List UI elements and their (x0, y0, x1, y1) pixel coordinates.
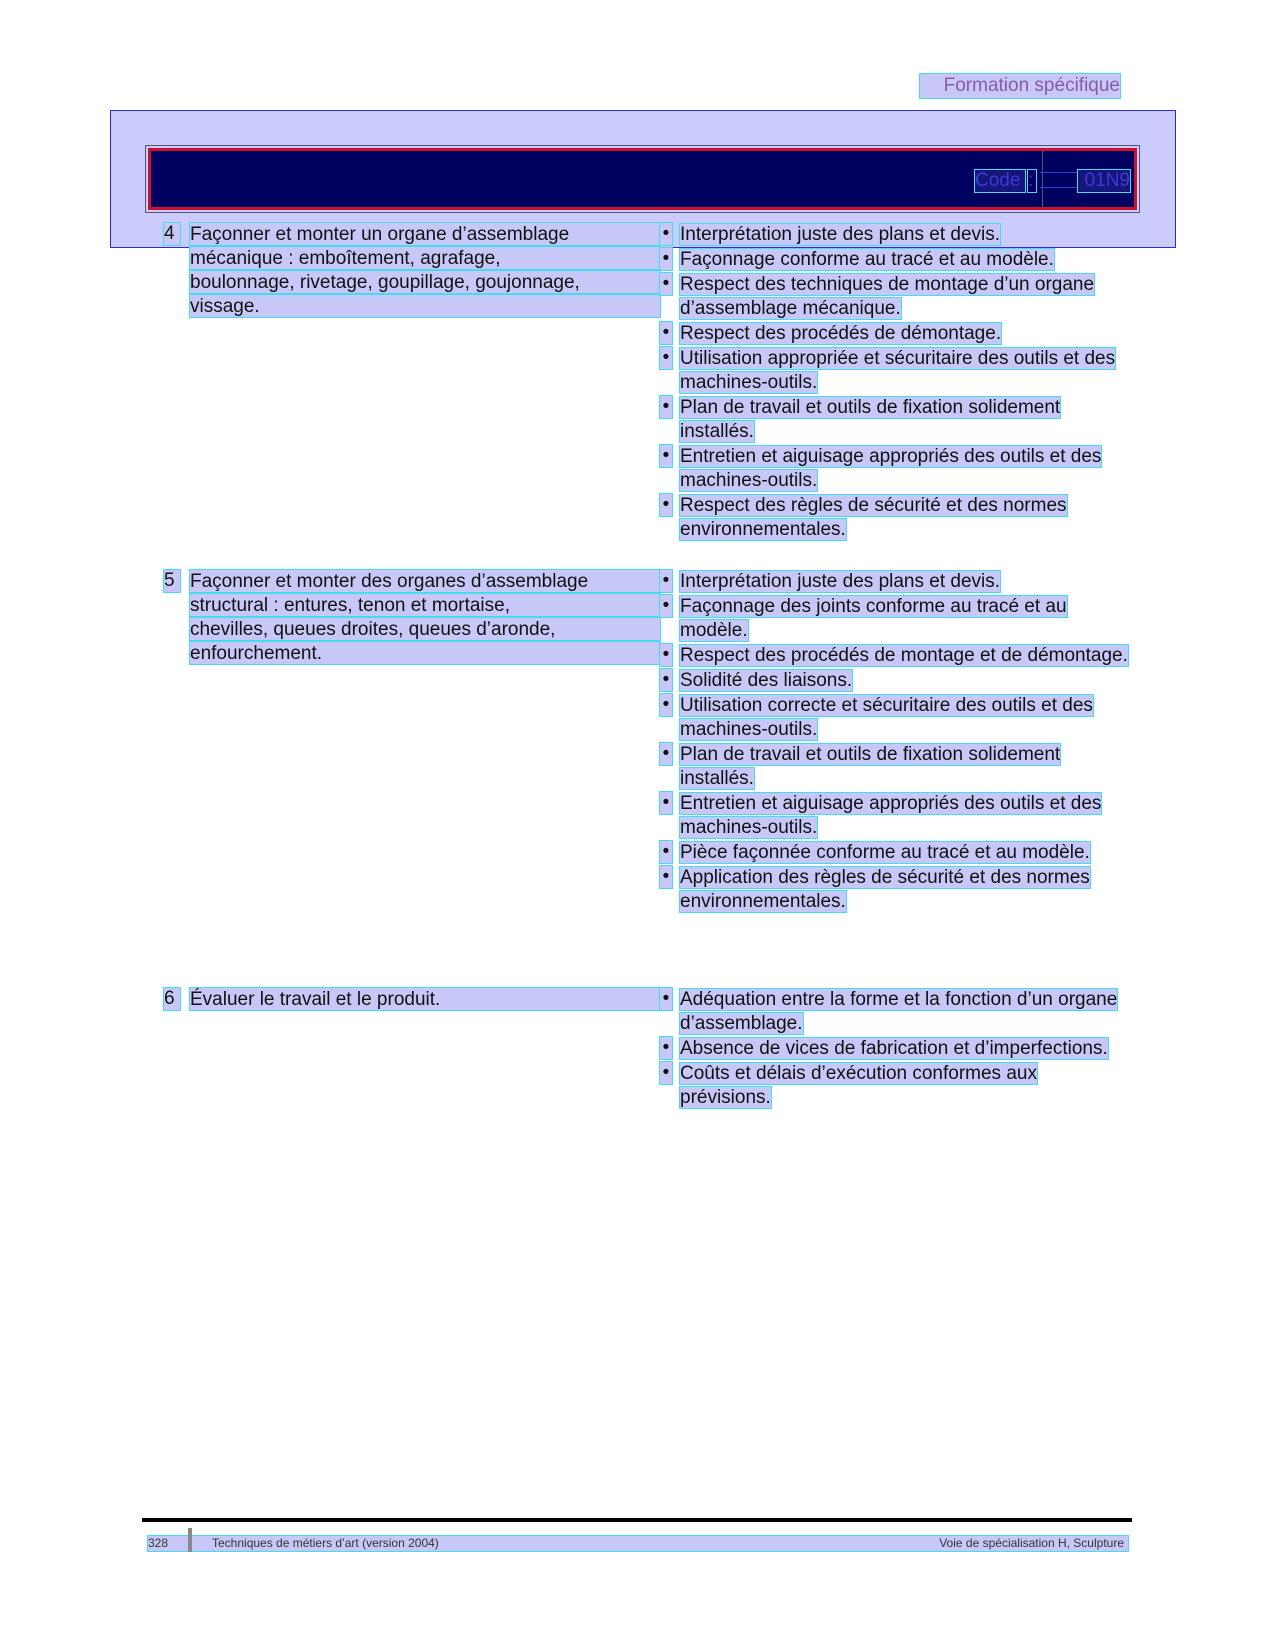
criterion-text: Pièce façonnée conforme au tracé et au modèle. (680, 842, 1090, 863)
bullet-icon: • (660, 644, 672, 666)
criterion-text: Solidité des liaisons. (680, 670, 853, 691)
criterion-item (660, 1037, 1130, 1061)
bullet-icon: • (660, 669, 672, 691)
element-line: Façonner et monter des organes d’assemblage (190, 570, 660, 592)
criterion-text: Absence de vices de fabrication et d’imperfections. (680, 1038, 1108, 1059)
bullet-icon: • (660, 841, 672, 863)
element-line: enfourchement. (190, 642, 660, 664)
criterion-text: Utilisation correcte et sécuritaire des outils et des machines-outils. (680, 695, 1093, 740)
element-of-competency (190, 570, 660, 666)
element-of-competency (190, 988, 660, 1012)
criterion-text: Utilisation appropriée et sécuritaire des outils et des machines-outils. (680, 348, 1116, 393)
criterion-item (660, 273, 1130, 321)
criterion-text: Façonnage des joints conforme au tracé et au modèle. (680, 596, 1067, 641)
bullet-icon: • (660, 1062, 672, 1084)
running-head: Formation spécifique (920, 74, 1120, 98)
criterion-item (660, 1062, 1130, 1110)
criterion-item (660, 494, 1130, 542)
code-label: Code (975, 170, 1025, 192)
element-of-competency (190, 223, 660, 319)
bullet-icon: • (660, 248, 672, 270)
performance-criteria-list (660, 223, 1130, 543)
element-line: mécanique : emboîtement, agrafage, (190, 247, 660, 269)
section-label: Voie de spécialisation H, Sculpture (939, 1536, 1124, 1550)
element-line: structural : entures, tenon et mortaise, (190, 594, 660, 616)
criterion-item (660, 570, 1130, 594)
criterion-item (660, 347, 1130, 395)
element-line: chevilles, queues droites, queues d’aronde, (190, 618, 660, 640)
bullet-icon: • (660, 494, 672, 516)
criterion-item (660, 223, 1130, 247)
performance-criteria-list (660, 988, 1130, 1111)
criterion-text: Entretien et aiguisage appropriés des outils et des machines-outils. (680, 793, 1102, 838)
page-footer (148, 1536, 1128, 1551)
bullet-icon: • (660, 988, 672, 1010)
row-number: 4 (164, 223, 180, 245)
criterion-item (660, 743, 1130, 791)
criterion-text: Coûts et délais d’exécution conformes aux prévisions. (680, 1063, 1037, 1108)
row-number: 5 (164, 570, 180, 592)
bullet-icon: • (660, 743, 672, 765)
criterion-text: Plan de travail et outils de fixation solidement installés. (680, 397, 1061, 442)
element-line: boulonnage, rivetage, goupillage, goujonnage, (190, 271, 660, 293)
footer-rule (142, 1518, 1132, 1522)
criterion-text: Adéquation entre la forme et la fonction d’un organe d’assemblage. (680, 989, 1118, 1034)
bullet-icon: • (660, 792, 672, 814)
bullet-icon: • (660, 273, 672, 295)
criterion-text: Plan de travail et outils de fixation solidement installés. (680, 744, 1061, 789)
performance-criteria-list (660, 570, 1130, 915)
criterion-item (660, 694, 1130, 742)
footer-divider (188, 1528, 192, 1552)
criterion-item (660, 322, 1130, 346)
bullet-icon: • (660, 223, 672, 245)
page-number: 328 (148, 1536, 169, 1550)
bullet-icon: • (660, 347, 672, 369)
code-value: 01N9 (1078, 170, 1130, 192)
element-line: vissage. (190, 295, 660, 317)
bullet-icon: • (660, 595, 672, 617)
document-title: Techniques de métiers d’art (version 2004) (212, 1536, 439, 1550)
criterion-item (660, 988, 1130, 1036)
criterion-item (660, 595, 1130, 643)
criterion-text: Entretien et aiguisage appropriés des outils et des machines-outils. (680, 446, 1102, 491)
criterion-item (660, 445, 1130, 493)
bullet-icon: • (660, 396, 672, 418)
bullet-icon: • (660, 322, 672, 344)
bullet-icon: • (660, 570, 672, 592)
criterion-text: Interprétation juste des plans et devis. (680, 224, 1001, 245)
criterion-item (660, 669, 1130, 693)
criterion-text: Respect des règles de sécurité et des normes environnementales. (680, 495, 1067, 540)
criterion-text: Respect des procédés de démontage. (680, 323, 1002, 344)
criterion-item (660, 866, 1130, 914)
criterion-text: Respect des procédés de montage et de démontage. (680, 645, 1128, 666)
criterion-text: Façonnage conforme au tracé et au modèle. (680, 249, 1054, 270)
criterion-item (660, 248, 1130, 272)
bullet-icon: • (660, 1037, 672, 1059)
criterion-item (660, 644, 1130, 668)
code-colon: : (1028, 170, 1036, 192)
criterion-item (660, 841, 1130, 865)
criterion-item (660, 792, 1130, 840)
criterion-text: Respect des techniques de montage d’un organe d’assemblage mécanique. (680, 274, 1095, 319)
criterion-item (660, 396, 1130, 444)
criterion-text: Interprétation juste des plans et devis. (680, 571, 1001, 592)
bullet-icon: • (660, 694, 672, 716)
element-line: Façonner et monter un organe d’assemblage (190, 223, 660, 245)
row-number: 6 (164, 988, 180, 1010)
bullet-icon: • (660, 445, 672, 467)
criterion-text: Application des règles de sécurité et des normes environnementales. (680, 867, 1090, 912)
bullet-icon: • (660, 866, 672, 888)
element-line: Évaluer le travail et le produit. (190, 988, 660, 1010)
